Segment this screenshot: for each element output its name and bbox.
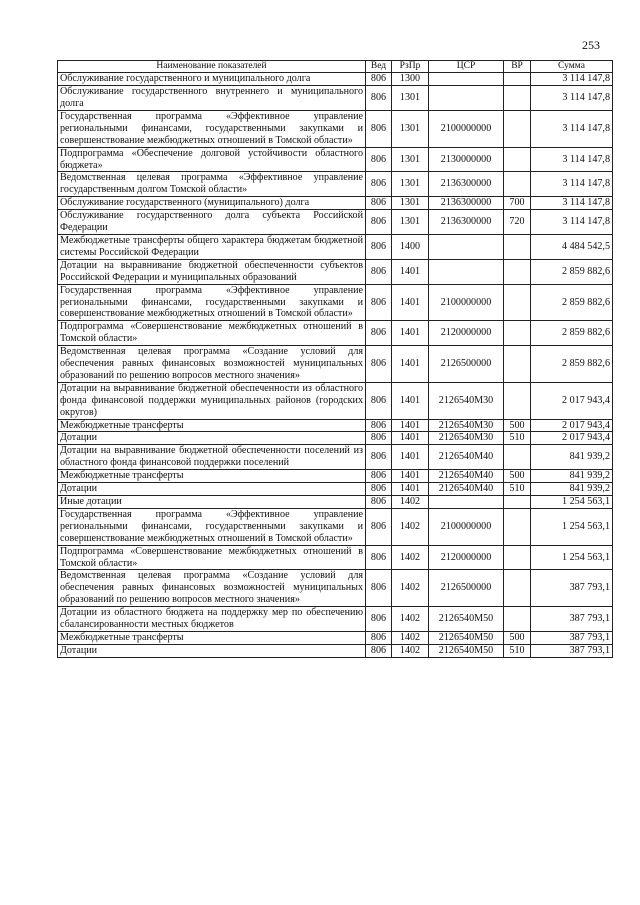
cell-name: Обслуживание государственного внутреннего и муниципального долга (58, 86, 366, 111)
cell-rzpr: 1401 (392, 321, 429, 346)
cell-rzpr: 1402 (392, 644, 429, 657)
cell-rzpr: 1401 (392, 445, 429, 470)
table-row (58, 570, 613, 607)
header-csr: ЦСР (429, 61, 504, 73)
cell-ved: 806 (366, 284, 392, 321)
cell-ved: 806 (366, 234, 392, 259)
cell-name: Дотации (58, 432, 366, 445)
cell-vr (504, 321, 531, 346)
table-row (58, 147, 613, 172)
cell-name: Дотации (58, 483, 366, 496)
cell-csr: 2126540М40 (429, 483, 504, 496)
cell-vr: 510 (504, 483, 531, 496)
cell-vr: 500 (504, 470, 531, 483)
cell-sum: 3 114 147,8 (531, 86, 613, 111)
cell-ved: 806 (366, 346, 392, 383)
cell-vr (504, 284, 531, 321)
cell-csr: 2136300000 (429, 197, 504, 210)
cell-rzpr: 1401 (392, 346, 429, 383)
cell-ved: 806 (366, 110, 392, 147)
cell-ved: 806 (366, 382, 392, 419)
cell-vr (504, 147, 531, 172)
cell-name: Ведомственная целевая программа «Эффективное управление государственным долгом Томской области» (58, 172, 366, 197)
cell-vr (504, 73, 531, 86)
cell-name: Обслуживание государственного и муниципального долга (58, 73, 366, 86)
cell-csr (429, 86, 504, 111)
cell-ved: 806 (366, 259, 392, 284)
cell-name: Государственная программа «Эффективное управление региональными финансами, государственными закупками и совершенствование межбюджетных отношений в Томской области» (58, 284, 366, 321)
cell-ved: 806 (366, 545, 392, 570)
table-row (58, 483, 613, 496)
cell-vr (504, 110, 531, 147)
cell-vr (504, 508, 531, 545)
cell-vr: 510 (504, 644, 531, 657)
table-row (58, 346, 613, 383)
cell-sum: 1 254 563,1 (531, 508, 613, 545)
cell-ved: 806 (366, 432, 392, 445)
cell-sum: 1 254 563,1 (531, 545, 613, 570)
cell-vr (504, 496, 531, 509)
cell-rzpr: 1401 (392, 470, 429, 483)
cell-sum: 2 859 882,6 (531, 284, 613, 321)
cell-rzpr: 1402 (392, 570, 429, 607)
cell-ved: 806 (366, 644, 392, 657)
cell-sum: 2 859 882,6 (531, 321, 613, 346)
cell-rzpr: 1301 (392, 147, 429, 172)
cell-rzpr: 1402 (392, 631, 429, 644)
cell-rzpr: 1301 (392, 86, 429, 111)
table-row (58, 508, 613, 545)
cell-csr: 2100000000 (429, 110, 504, 147)
cell-csr (429, 259, 504, 284)
table-row (58, 284, 613, 321)
cell-csr: 2100000000 (429, 508, 504, 545)
table-row (58, 382, 613, 419)
cell-rzpr: 1401 (392, 259, 429, 284)
cell-csr: 2126540М30 (429, 382, 504, 419)
table-row (58, 545, 613, 570)
cell-csr: 2126540М50 (429, 607, 504, 632)
cell-ved: 806 (366, 570, 392, 607)
cell-sum: 841 939,2 (531, 445, 613, 470)
cell-csr (429, 496, 504, 509)
cell-ved: 806 (366, 631, 392, 644)
cell-csr: 2120000000 (429, 545, 504, 570)
cell-name: Подпрограмма «Совершенствование межбюджетных отношений в Томской области» (58, 321, 366, 346)
table-row (58, 470, 613, 483)
cell-csr: 2120000000 (429, 321, 504, 346)
table-row (58, 172, 613, 197)
table-row (58, 73, 613, 86)
cell-name: Межбюджетные трансферты (58, 419, 366, 432)
cell-csr: 2126540М50 (429, 631, 504, 644)
table-row (58, 496, 613, 509)
cell-vr: 720 (504, 210, 531, 235)
cell-sum: 387 793,1 (531, 644, 613, 657)
cell-ved: 806 (366, 607, 392, 632)
cell-vr (504, 346, 531, 383)
cell-vr: 510 (504, 432, 531, 445)
cell-sum: 3 114 147,8 (531, 172, 613, 197)
cell-ved: 806 (366, 147, 392, 172)
cell-name: Ведомственная целевая программа «Создание условий для обеспечения равных финансовых возможностей муниципальных образований по решению вопросов местного значения» (58, 346, 366, 383)
page-number: 253 (582, 38, 600, 52)
cell-vr: 700 (504, 197, 531, 210)
cell-sum: 2 859 882,6 (531, 346, 613, 383)
cell-vr (504, 545, 531, 570)
cell-name: Иные дотации (58, 496, 366, 509)
header-ved: Вед (366, 61, 392, 73)
cell-sum: 3 114 147,8 (531, 110, 613, 147)
cell-csr: 2136300000 (429, 172, 504, 197)
cell-csr: 2126540М40 (429, 470, 504, 483)
cell-ved: 806 (366, 321, 392, 346)
table-row (58, 110, 613, 147)
table-row (58, 432, 613, 445)
cell-ved: 806 (366, 470, 392, 483)
table-row (58, 445, 613, 470)
cell-ved: 806 (366, 483, 392, 496)
cell-rzpr: 1401 (392, 419, 429, 432)
cell-sum: 3 114 147,8 (531, 73, 613, 86)
cell-name: Межбюджетные трансферты (58, 470, 366, 483)
cell-name: Обслуживание государственного (муниципального) долга (58, 197, 366, 210)
cell-sum: 2 017 943,4 (531, 382, 613, 419)
cell-rzpr: 1400 (392, 234, 429, 259)
cell-rzpr: 1300 (392, 73, 429, 86)
cell-vr (504, 445, 531, 470)
cell-sum: 2 859 882,6 (531, 259, 613, 284)
cell-ved: 806 (366, 86, 392, 111)
cell-rzpr: 1301 (392, 110, 429, 147)
table-body (58, 73, 613, 658)
cell-rzpr: 1402 (392, 508, 429, 545)
cell-vr (504, 259, 531, 284)
cell-name: Обслуживание государственного долга субъекта Российской Федерации (58, 210, 366, 235)
cell-rzpr: 1401 (392, 483, 429, 496)
cell-sum: 4 484 542,5 (531, 234, 613, 259)
cell-name: Дотации на выравнивание бюджетной обеспеченности субъектов Российской Федерации и муниципальных образований (58, 259, 366, 284)
table-header-row (58, 61, 613, 73)
table-row (58, 86, 613, 111)
table-row (58, 321, 613, 346)
cell-csr (429, 73, 504, 86)
cell-ved: 806 (366, 210, 392, 235)
cell-vr: 500 (504, 419, 531, 432)
budget-table (57, 60, 613, 658)
cell-sum: 841 939,2 (531, 483, 613, 496)
cell-csr: 2100000000 (429, 284, 504, 321)
table-row (58, 197, 613, 210)
cell-name: Межбюджетные трансферты (58, 631, 366, 644)
cell-csr: 2126500000 (429, 346, 504, 383)
header-rzpr: РзПр (392, 61, 429, 73)
cell-sum: 2 017 943,4 (531, 432, 613, 445)
cell-csr (429, 234, 504, 259)
cell-csr: 2126540М40 (429, 445, 504, 470)
cell-vr: 500 (504, 631, 531, 644)
cell-ved: 806 (366, 419, 392, 432)
cell-name: Подпрограмма «Обеспечение долговой устойчивости областного бюджета» (58, 147, 366, 172)
cell-name: Ведомственная целевая программа «Создание условий для обеспечения равных финансовых возможностей муниципальных образований по решению вопросов местного значения» (58, 570, 366, 607)
cell-sum: 3 114 147,8 (531, 147, 613, 172)
cell-name: Дотации на выравнивание бюджетной обеспеченности поселений из областного фонда финансовой поддержки поселений (58, 445, 366, 470)
cell-sum: 387 793,1 (531, 570, 613, 607)
cell-csr: 2126540М50 (429, 644, 504, 657)
cell-csr: 2126540М30 (429, 419, 504, 432)
cell-name: Дотации на выравнивание бюджетной обеспеченности из областного фонда финансовой поддержки муниципальных районов (городских округов) (58, 382, 366, 419)
cell-name: Дотации (58, 644, 366, 657)
cell-sum: 3 114 147,8 (531, 210, 613, 235)
cell-vr (504, 607, 531, 632)
table-row (58, 259, 613, 284)
cell-vr (504, 172, 531, 197)
cell-name: Межбюджетные трансферты общего характера бюджетам бюджетной системы Российской Федерации (58, 234, 366, 259)
cell-name: Государственная программа «Эффективное управление региональными финансами, государственными закупками и совершенствование межбюджетных отношений в Томской области» (58, 110, 366, 147)
header-name: Наименование показателей (58, 61, 366, 73)
cell-rzpr: 1401 (392, 382, 429, 419)
cell-sum: 387 793,1 (531, 631, 613, 644)
header-sum: Сумма (531, 61, 613, 73)
cell-name: Государственная программа «Эффективное управление региональными финансами, государственными закупками и совершенствование межбюджетных отношений в Томской области» (58, 508, 366, 545)
cell-vr (504, 570, 531, 607)
cell-name: Подпрограмма «Совершенствование межбюджетных отношений в Томской области» (58, 545, 366, 570)
cell-rzpr: 1402 (392, 607, 429, 632)
cell-vr (504, 382, 531, 419)
cell-rzpr: 1301 (392, 210, 429, 235)
cell-sum: 3 114 147,8 (531, 197, 613, 210)
cell-rzpr: 1402 (392, 545, 429, 570)
cell-csr: 2136300000 (429, 210, 504, 235)
cell-ved: 806 (366, 508, 392, 545)
cell-sum: 1 254 563,1 (531, 496, 613, 509)
table-row (58, 644, 613, 657)
cell-sum: 841 939,2 (531, 470, 613, 483)
cell-vr (504, 234, 531, 259)
header-vr: ВР (504, 61, 531, 73)
cell-rzpr: 1301 (392, 197, 429, 210)
table-row (58, 631, 613, 644)
cell-csr: 2126500000 (429, 570, 504, 607)
cell-ved: 806 (366, 172, 392, 197)
cell-rzpr: 1402 (392, 496, 429, 509)
cell-ved: 806 (366, 73, 392, 86)
cell-sum: 387 793,1 (531, 607, 613, 632)
cell-csr: 2126540М30 (429, 432, 504, 445)
cell-vr (504, 86, 531, 111)
cell-csr: 2130000000 (429, 147, 504, 172)
table-row (58, 210, 613, 235)
cell-name: Дотации из областного бюджета на поддержку мер по обеспечению сбалансированности местных бюджетов (58, 607, 366, 632)
cell-ved: 806 (366, 496, 392, 509)
cell-ved: 806 (366, 197, 392, 210)
table-row (58, 419, 613, 432)
cell-sum: 2 017 943,4 (531, 419, 613, 432)
cell-rzpr: 1401 (392, 284, 429, 321)
cell-ved: 806 (366, 445, 392, 470)
table-row (58, 607, 613, 632)
table-row (58, 234, 613, 259)
cell-rzpr: 1301 (392, 172, 429, 197)
cell-rzpr: 1401 (392, 432, 429, 445)
